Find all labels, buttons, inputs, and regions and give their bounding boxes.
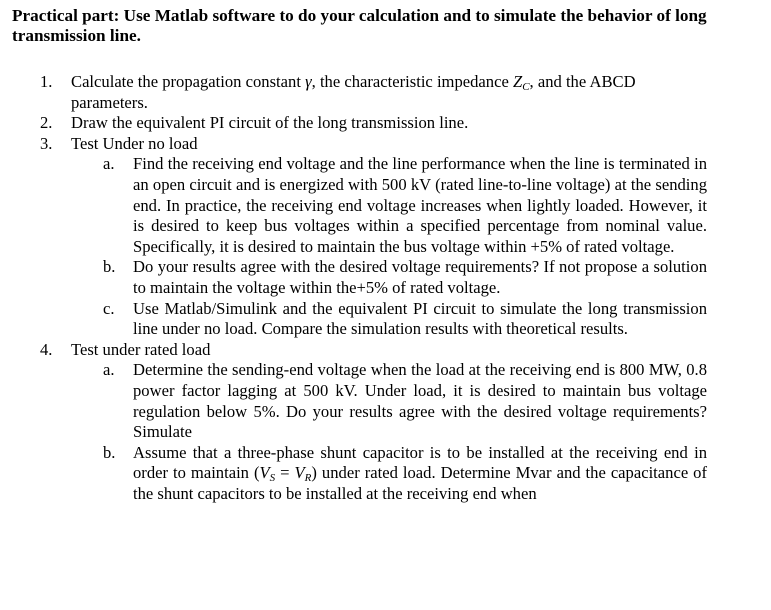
item-number: 1. bbox=[40, 72, 53, 91]
sub-item-letter: b. bbox=[103, 257, 116, 277]
sub-item-text: Use Matlab/Simulink and the equivalent PI circuit to simulate the long transmission line under no load. Compare the simulation results with theoretical results. bbox=[133, 298, 707, 339]
sub-item-4b bbox=[0, 443, 771, 505]
sub-item-3a bbox=[0, 154, 771, 257]
list-item-1 bbox=[0, 72, 771, 113]
sub-item-4a bbox=[0, 360, 771, 442]
item-text: Test under rated load bbox=[71, 339, 211, 359]
item-text: Test Under no load bbox=[71, 133, 198, 153]
document-title: Practical part: Use Matlab software to do your calculation and to simulate the behavior of long transmission line. bbox=[12, 6, 707, 45]
sub-item-text: Determine the sending-end voltage when the load at the receiving end is 800 MW, 0.8 power factor lagging at 500 kV. Under load, it is desired to maintain bus voltage regulation below 5%. Do your results agree with the desired voltage requirements? Simulate bbox=[133, 360, 707, 442]
impedance-symbol: Z bbox=[512, 72, 523, 91]
item-text: Calculate the propagation constant γ, the characteristic impedance $Z_C$, and the ABCD parameters. bbox=[71, 72, 636, 112]
vs-symbol: V bbox=[259, 463, 270, 483]
sub-item-text: Do your results agree with the desired voltage requirements? If not propose a solution to maintain the voltage within the+5% of rated voltage. bbox=[133, 257, 707, 297]
sub-item-letter: a. bbox=[103, 154, 115, 174]
sub-item-3b bbox=[0, 257, 771, 298]
list-item-4 bbox=[0, 340, 771, 361]
sub-item-text: Assume that a three-phase shunt capacitor is to be installed at the receiving end in order to maintain $(V_S = V_R)$ under rated load. Determine Mvar and the capacitance of the shunt capacitors to be installed at the receiving end when bbox=[133, 442, 708, 503]
item-number: 3. bbox=[40, 133, 53, 153]
item-text: Draw the equivalent PI circuit of the long transmission line. bbox=[71, 113, 469, 133]
sub-item-letter: a. bbox=[103, 360, 115, 380]
list-item-2 bbox=[0, 113, 771, 134]
task-list bbox=[0, 72, 771, 504]
item-number: 4. bbox=[40, 339, 53, 359]
sub-item-3c bbox=[0, 299, 771, 340]
sub-item-letter: c. bbox=[103, 298, 115, 318]
gamma-symbol: γ bbox=[305, 72, 312, 91]
vr-symbol: V bbox=[294, 463, 305, 483]
sub-item-letter: b. bbox=[103, 442, 116, 462]
sub-item-text: Find the receiving end voltage and the line performance when the line is terminated in an open circuit and is energized with 500 kV (rated line-to-line voltage) at the sending end. In practice, the receiving end voltage increases when lightly loaded. However, it is desired to keep bus voltages within a specified percentage from nominal value. Specifically, it is desired to maintain the bus voltage within +5% of rated voltage. bbox=[133, 154, 707, 256]
item-number: 2. bbox=[40, 113, 53, 133]
list-item-3 bbox=[0, 134, 771, 155]
